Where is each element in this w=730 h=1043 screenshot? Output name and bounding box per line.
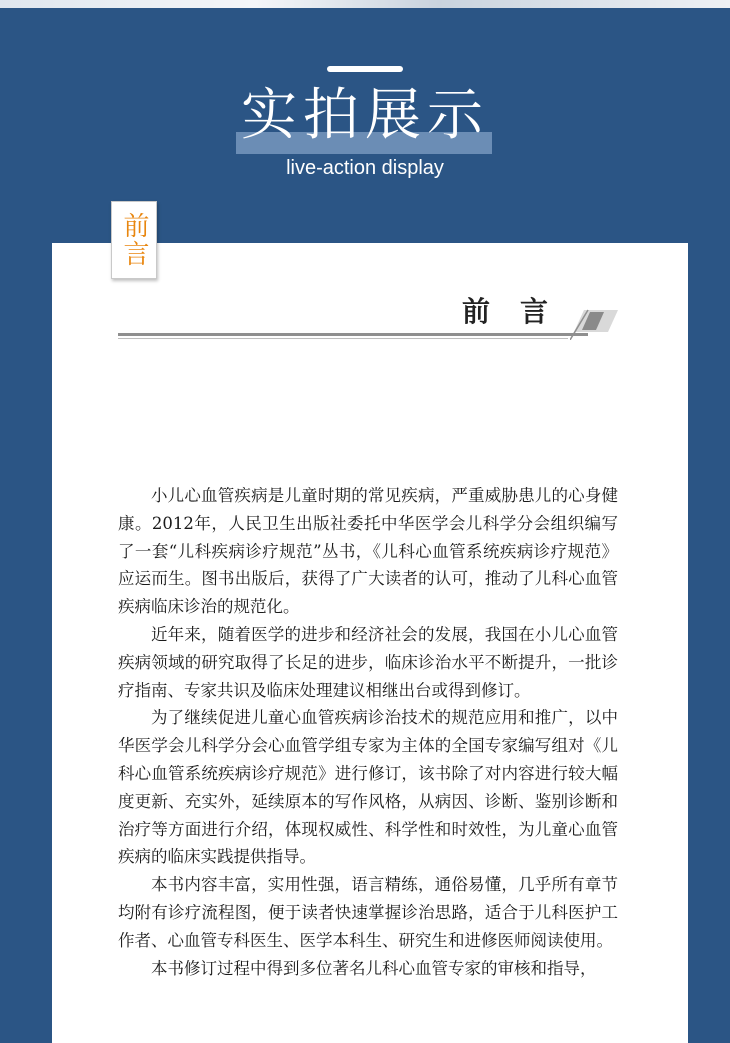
title-decoration-bar: [327, 66, 403, 72]
preface-paragraph: 小儿心血管疾病是儿童时期的常见疾病，严重威胁患儿的心身健康。2012年，人民卫生出版社委托中华医学会儿科学分会组织编写了一套“儿科疾病诊疗规范”丛书，《儿科心血管系统疾病诊疗规范》应运而生。图书出版后，获得了广大读者的认可，推动了儿科心血管疾病临床诊治的规范化。: [118, 486, 618, 617]
section-tag-label: 前言: [119, 212, 149, 268]
preface-paragraph: 近年来，随着医学的进步和经济社会的发展，我国在小儿心血管疾病领域的研究取得了长足的进步，临床诊治水平不断提升，一批诊疗指南、专家共识及临床处理建议相继出台或得到修订。: [118, 624, 618, 700]
book-page-heading: 前言: [462, 295, 579, 328]
top-photo-strip: [0, 0, 730, 8]
heading-rule: [118, 333, 588, 336]
preface-paragraph: 本书内容丰富，实用性强，语言精练，通俗易懂，几乎所有章节均附有诊疗流程图，便于读者快速掌握诊治思路，适合于儿科医护工作者、心血管专科医生、医学本科生、研究生和进修医师阅读使用。: [118, 875, 618, 950]
heading-ornament-icon: [570, 306, 620, 340]
section-tag: [111, 201, 157, 279]
heading-rule-thin: [118, 338, 568, 339]
page-subtitle: live-action display: [286, 157, 444, 179]
preface-paragraph: 本书修订过程中得到多位著名儿科心血管专家的审核和指导，: [151, 958, 597, 978]
preface-body: [118, 482, 618, 982]
preface-paragraph: 为了继续促进儿童心血管疾病诊治技术的规范应用和推广，以中华医学会儿科学分会心血管学组专家为主体的全国专家编写组对《儿科心血管系统疾病诊疗规范》进行修订，该书除了对内容进行较大幅度更新、充实外，延续原本的写作风格，从病因、诊断、鉴别诊断和治疗等方面进行介绍，体现权威性、科学性和时效性，为儿童心血管疾病的临床实践提供指导。: [118, 708, 618, 867]
page-title: 实拍展示: [241, 83, 489, 148]
